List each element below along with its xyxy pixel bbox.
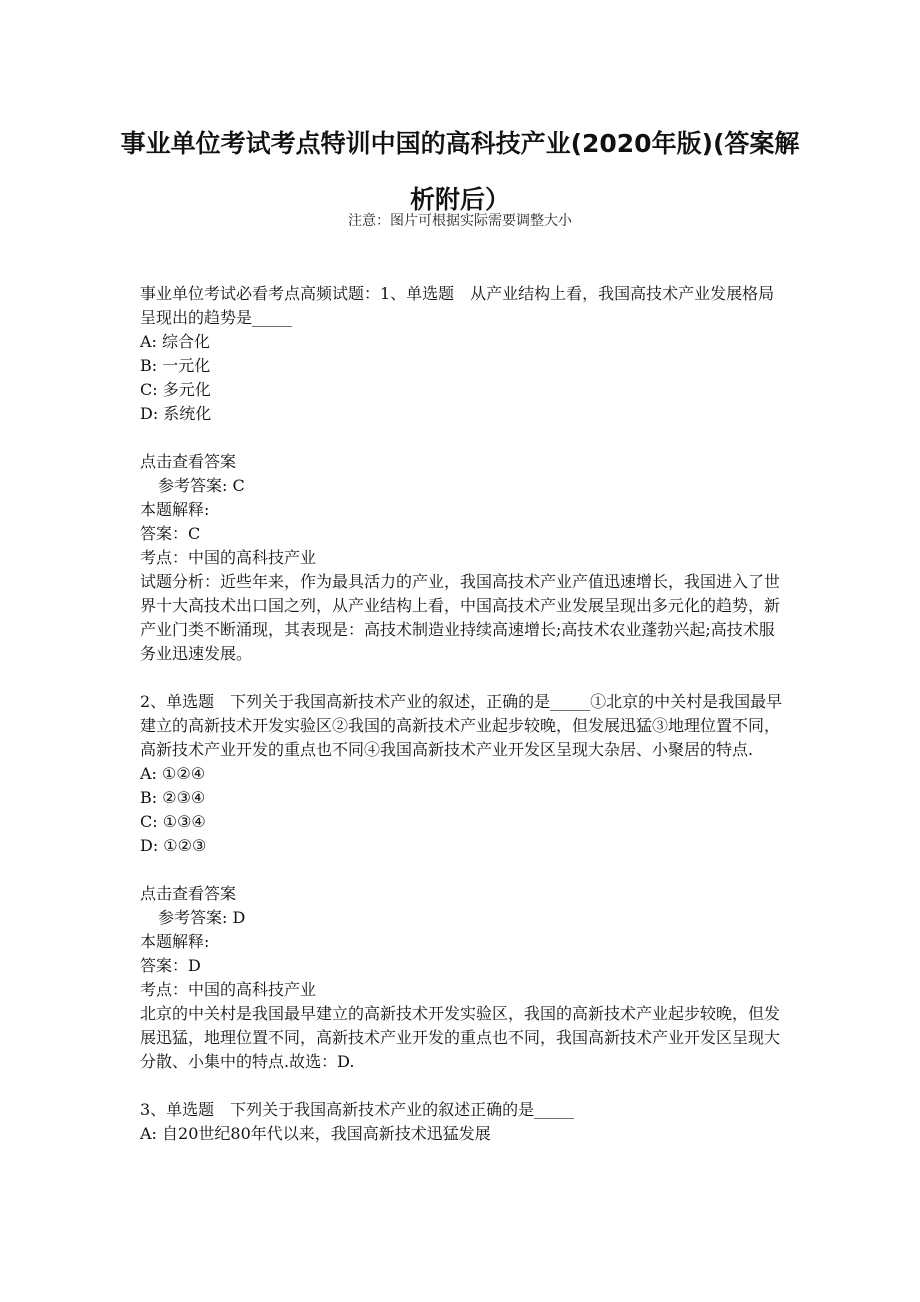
question-2-explanation-label: 本题解释: <box>140 932 210 951</box>
question-1-answer: 答案：C <box>140 524 201 543</box>
question-2-option-a: A: ①②④ <box>140 764 206 783</box>
question-2-option-d: D: ①②③ <box>140 836 207 855</box>
question-2-stem: 2、单选题 下列关于我国高新技术产业的叙述，正确的是_____①北京的中关村是我国最早建立的高新技术开发实验区②我国的高新技术产业起步较晚，但发展迅猛③地理位置不同，高新技术产业开发的重点也不同④我国高新技术产业开发区呈现大杂居、小聚居的特点. <box>140 692 783 759</box>
spacer <box>140 426 785 450</box>
question-1-stem: 事业单位考试必看考点高频试题：1、单选题 从产业结构上看，我国高技术产业发展格局呈现出的趋势是_____ <box>140 284 775 327</box>
spacer <box>140 858 785 882</box>
spacer <box>140 666 785 690</box>
question-2-view-answer-link[interactable]: 点击查看答案 <box>140 884 237 903</box>
document-title: 事业单位考试考点特训中国的高科技产业(2020年版)(答案解析附后） <box>120 129 800 214</box>
question-1-view-answer-link[interactable]: 点击查看答案 <box>140 452 237 471</box>
document-body <box>140 282 785 1146</box>
question-2-analysis: 北京的中关村是我国最早建立的高新技术开发实验区，我国的高新技术产业起步较晚，但发展迅猛，地理位置不同，高新技术产业开发的重点也不同，我国高新技术产业开发区呈现大分散、小集中的特点.故选：D. <box>140 1004 781 1071</box>
question-1-option-b: B: 一元化 <box>140 356 211 375</box>
document-note: 注意：图片可根据实际需要调整大小 <box>348 213 572 229</box>
question-1-explanation-label: 本题解释: <box>140 500 210 519</box>
question-3-stem: 3、单选题 下列关于我国高新技术产业的叙述正确的是_____ <box>140 1100 575 1119</box>
question-1-analysis: 试题分析：近些年来，作为最具活力的产业，我国高技术产业产值迅速增长，我国进入了世界十大高技术出口国之列，从产业结构上看，中国高技术产业发展呈现出多元化的趋势，新产业门类不断涌现，其表现是：高技术制造业持续高速增长;高技术农业蓬勃兴起;高技术服务业迅速发展。 <box>140 572 781 663</box>
question-1-option-d: D: 系统化 <box>140 404 212 423</box>
question-3-option-a: A: 自20世纪80年代以来，我国高新技术迅猛发展 <box>140 1124 491 1143</box>
question-1-reference-answer: 参考答案: C <box>158 476 245 495</box>
question-2-point: 考点：中国的高科技产业 <box>140 980 317 999</box>
question-2-reference-answer: 参考答案: D <box>158 908 246 927</box>
question-2-option-b: B: ②③④ <box>140 788 206 807</box>
spacer <box>140 1074 785 1098</box>
question-1-point: 考点：中国的高科技产业 <box>140 548 317 567</box>
question-1-option-a: A: 综合化 <box>140 332 211 351</box>
question-1-option-c: C: 多元化 <box>140 380 211 399</box>
question-2-option-c: C: ①③④ <box>140 812 206 831</box>
question-2-answer: 答案：D <box>140 956 201 975</box>
